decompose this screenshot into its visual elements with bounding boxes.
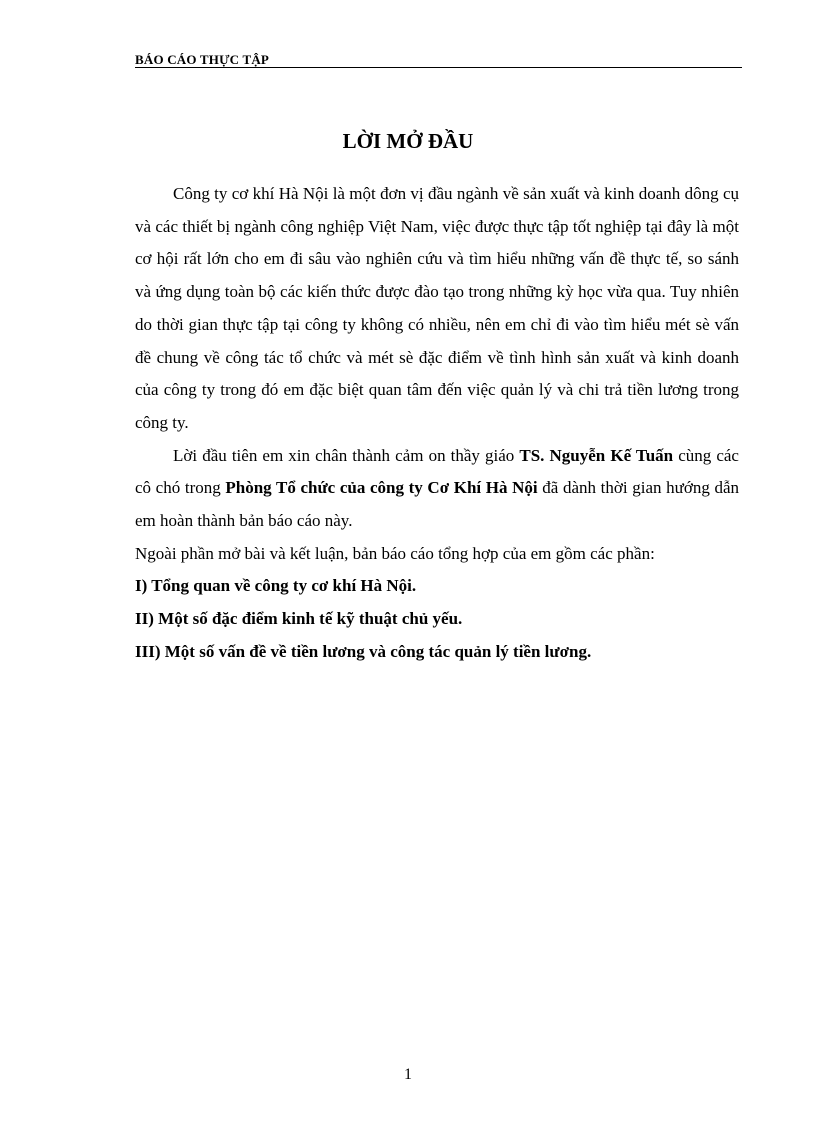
teacher-name: TS. Nguyễn Kế Tuấn — [519, 445, 674, 465]
thanks-text-3: đã dành thời gian hướng dẫn em hoàn thành bản báo cáo này. — [135, 478, 740, 531]
page-header — [135, 50, 742, 68]
header-title: BÁO CÁO THỰC TẬP — [135, 52, 270, 67]
structure-intro: Ngoài phần mở bài và kết luận, bản báo cáo tổng hợp của em gồm các phần: — [135, 543, 655, 563]
section-item: III) Một số vấn đề về tiền lương và công tác quản lý tiền lương. — [135, 641, 592, 661]
intro-paragraph: Công ty cơ khí Hà Nội là một đơn vị đầu ngành về sản xuất và kinh doanh dông cụ và các thiết bị ngành công nghiệp Việt Nam, việc được thực tập tốt nghiệp tại đây là một cơ hội rất lớn cho em đi sâu vào nghiên cứu và tìm hiểu những vấn đề thực tế, so sánh và ứng dụng toàn bộ các kiến thức được đào tạo trong những kỳ học vừa qua. Tuy nhiên do thời gian thực tập tại công ty không có nhiều, nên em chỉ đi vào tìm hiểu mét sè vấn đề chung về công tác tổ chức và mét sè đặc điểm về tình hình sản xuất và kinh doanh của công ty trong đó em đặc biệt quan tâm đến việc quản lý và chi trả tiền lương trong công ty. — [135, 184, 739, 432]
section-item: II) Một số đặc điểm kinh tế kỹ thuật chủ yếu. — [135, 609, 463, 629]
thanks-paragraph — [135, 440, 739, 538]
page-title: LỜI MỞ ĐẦU — [342, 129, 474, 153]
page-number: 1 — [404, 1066, 412, 1083]
department-name: Phòng Tổ chức của công ty Cơ Khí Hà Nội — [225, 478, 538, 498]
section-item: I) Tổng quan về công ty cơ khí Hà Nội. — [135, 576, 417, 596]
thanks-text-2: cùng các cô chó trong — [135, 445, 739, 498]
document-body — [135, 178, 739, 669]
thanks-text-1: Lời đầu tiên em xin chân thành cảm on thầy giáo — [173, 445, 520, 465]
